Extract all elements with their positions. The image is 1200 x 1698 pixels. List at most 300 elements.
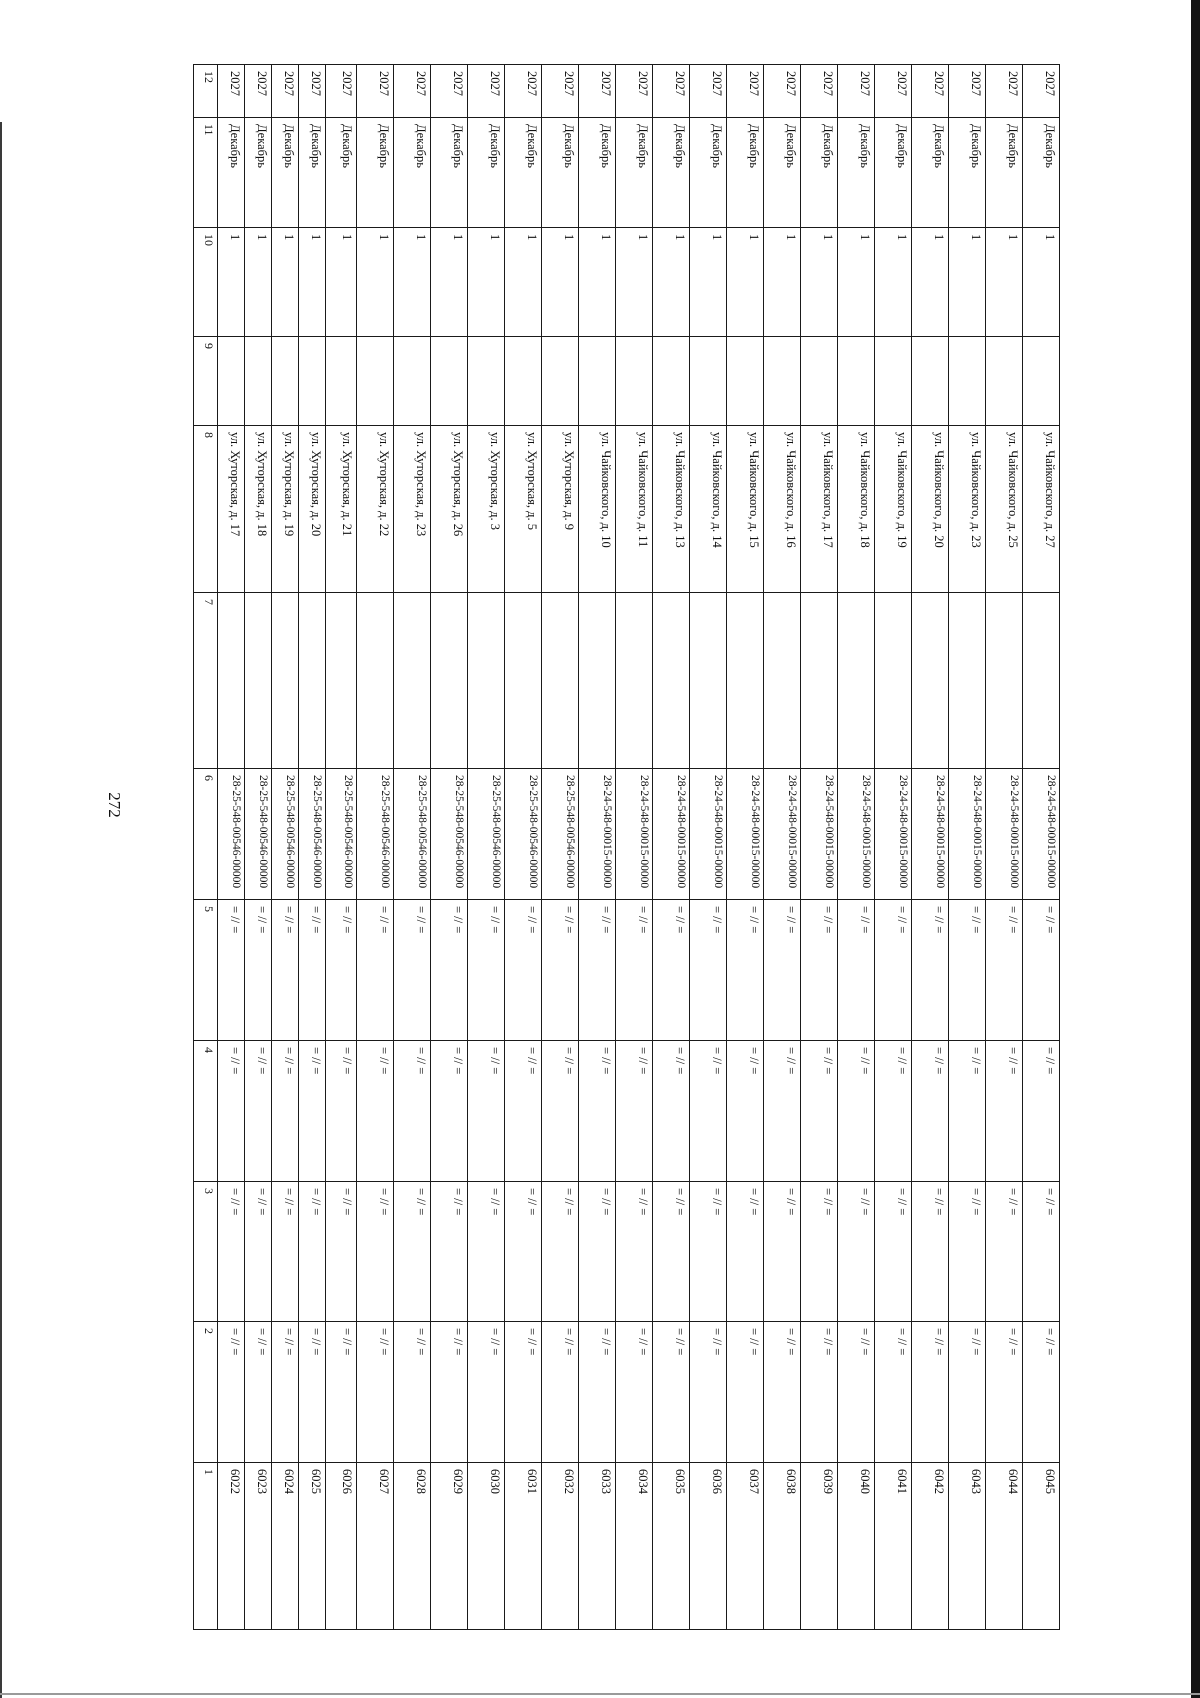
cell-n: 6039: [821, 1469, 835, 1495]
table-cell: [801, 1181, 838, 1322]
table-cell: [727, 593, 764, 769]
table-cell: [468, 593, 505, 769]
cell-c7: [690, 593, 726, 768]
cell-c2: = // =: [377, 1328, 391, 1356]
column-number-label: 6: [202, 775, 216, 782]
table-cell: [764, 65, 801, 118]
table-cell: [468, 899, 505, 1040]
table-cell: [245, 118, 272, 228]
cell-c2: = // =: [228, 1328, 242, 1356]
table-cell: [299, 1040, 326, 1181]
cell-c2: = // =: [309, 1328, 323, 1356]
cell-c2: = // =: [710, 1328, 724, 1356]
table-cell: [986, 1322, 1023, 1463]
table-cell: [801, 228, 838, 337]
cell-c3: = // =: [1043, 1187, 1057, 1215]
table-cell: [542, 337, 579, 425]
table-cell: [838, 118, 875, 228]
cell-year: 2027: [821, 71, 835, 96]
table-cell: [326, 899, 357, 1040]
table-cell: [357, 1040, 394, 1181]
table-row-col2: [194, 1322, 1200, 1463]
cell-c10: 1: [895, 234, 909, 241]
table-cell: [912, 118, 949, 228]
column-number-cell: [194, 1322, 218, 1463]
table-cell: [875, 769, 912, 900]
table-cell: [727, 1463, 764, 1630]
table-cell: [431, 593, 468, 769]
table-cell: [468, 337, 505, 425]
table-cell: [690, 593, 727, 769]
table-cell: [875, 337, 912, 425]
table-cell: [912, 337, 949, 425]
table-cell: [764, 1322, 801, 1463]
cell-c10: 1: [747, 234, 761, 241]
table-cell: [875, 65, 912, 118]
table-cell: [505, 118, 542, 228]
cell-address: ул. Хуторская, д. 9: [562, 431, 576, 530]
table-cell: [764, 593, 801, 769]
column-number-cell: [194, 899, 218, 1040]
cell-c9: [505, 337, 541, 424]
table-cell: [690, 65, 727, 118]
table-cell: [986, 337, 1023, 425]
table-cell: [299, 65, 326, 118]
cell-c10: 1: [228, 234, 242, 241]
table-cell: [245, 228, 272, 337]
cell-address: ул. Хуторская, д. 18: [255, 431, 269, 537]
table-cell: [579, 228, 616, 337]
table-cell: [326, 425, 357, 593]
cell-address: ул. Хуторская, д. 21: [340, 431, 354, 537]
table-cell: [272, 1040, 299, 1181]
table-cell: [272, 769, 299, 900]
table-cell: [394, 769, 431, 900]
cell-c4: = // =: [1006, 1046, 1020, 1075]
cell-code: 28-24-548-00015-00000: [749, 775, 761, 889]
table-cell: [875, 1181, 912, 1322]
table-cell: [272, 899, 299, 1040]
table-cell: [394, 425, 431, 593]
table-cell: [653, 769, 690, 900]
cell-c3: = // =: [821, 1187, 835, 1215]
scan-line-bottom: [0, 1693, 1200, 1695]
table-cell: [764, 899, 801, 1040]
table-cell: [875, 118, 912, 228]
table-cell: [245, 1181, 272, 1322]
table-row-col5: [194, 899, 1200, 1040]
cell-month: Декабрь: [1006, 124, 1020, 169]
table-cell: [690, 1322, 727, 1463]
cell-c7: [653, 593, 689, 768]
table-cell: [986, 65, 1023, 118]
table-cell: [616, 1040, 653, 1181]
table-cell: [245, 1463, 272, 1630]
table-cell: [838, 228, 875, 337]
cell-c2: = // =: [255, 1328, 269, 1356]
cell-n: 6031: [525, 1469, 539, 1495]
cell-year: 2027: [969, 71, 983, 96]
table-cell: [579, 899, 616, 1040]
cell-c5: = // =: [414, 905, 428, 934]
cell-c7: [357, 593, 393, 768]
cell-c5: = // =: [309, 905, 323, 934]
table-cell: [299, 1181, 326, 1322]
table-cell: [653, 65, 690, 118]
table-cell: [542, 1322, 579, 1463]
table-cell: [357, 228, 394, 337]
table-cell: [986, 425, 1023, 593]
table-cell: [764, 425, 801, 593]
cell-year: 2027: [895, 71, 909, 96]
table-cell: [801, 769, 838, 900]
table-cell: [801, 899, 838, 1040]
table-cell: [912, 899, 949, 1040]
cell-code: 28-25-548-00546-00000: [416, 775, 428, 889]
column-number-cell: [194, 1463, 218, 1630]
cell-address: ул. Хуторская, д. 23: [414, 431, 428, 537]
cell-c5: = // =: [784, 905, 798, 934]
table-cell: [875, 899, 912, 1040]
table-cell: [653, 593, 690, 769]
cell-c5: = // =: [710, 905, 724, 934]
cell-c2: = // =: [747, 1328, 761, 1356]
cell-c7: [272, 593, 298, 768]
table-cell: [912, 769, 949, 900]
table-cell: [764, 337, 801, 425]
cell-c7: [579, 593, 615, 768]
column-number-label: 10: [202, 234, 216, 247]
cell-c4: = // =: [710, 1046, 724, 1075]
table-cell: [875, 1322, 912, 1463]
cell-code: 28-25-548-00546-00000: [527, 775, 539, 889]
column-number-cell: [194, 228, 218, 337]
table-cell: [431, 1322, 468, 1463]
table-cell: [505, 769, 542, 900]
table-cell: [326, 769, 357, 900]
cell-year: 2027: [255, 71, 269, 96]
table-row-col7: [194, 593, 1200, 769]
column-number-cell: [194, 593, 218, 769]
cell-c10: 1: [858, 234, 872, 241]
cell-c3: = // =: [895, 1187, 909, 1215]
cell-c7: [912, 593, 948, 768]
table-cell: [468, 1181, 505, 1322]
cell-n: 6032: [562, 1469, 576, 1495]
cell-address: ул. Хуторская, д. 3: [488, 431, 502, 530]
cell-year: 2027: [784, 71, 798, 96]
table-cell: [505, 228, 542, 337]
table-cell: [218, 899, 245, 1040]
cell-c9: [912, 337, 948, 424]
cell-c4: = // =: [525, 1046, 539, 1075]
table-cell: [218, 228, 245, 337]
cell-year: 2027: [1006, 71, 1020, 96]
cell-c7: [431, 593, 467, 768]
table-cell: [801, 65, 838, 118]
table-cell: [727, 769, 764, 900]
cell-n: 6043: [969, 1469, 983, 1495]
table-cell: [218, 65, 245, 118]
cell-c7: [838, 593, 874, 768]
table-cell: [431, 118, 468, 228]
cell-c5: = // =: [562, 905, 576, 934]
table-cell: [245, 1322, 272, 1463]
cell-c9: [986, 337, 1022, 424]
column-number-cell: [194, 769, 218, 900]
cell-c4: = // =: [1043, 1046, 1057, 1075]
cell-c2: = // =: [636, 1328, 650, 1356]
table-cell: [690, 425, 727, 593]
cell-address: ул. Хуторская, д. 22: [377, 431, 391, 537]
cell-c3: = // =: [488, 1187, 502, 1215]
cell-address: ул. Чайковского, д. 23: [969, 431, 983, 548]
table-cell: [505, 1181, 542, 1322]
table-cell: [299, 337, 326, 425]
cell-year: 2027: [228, 71, 242, 96]
cell-c10: 1: [1043, 234, 1057, 241]
table-cell: [218, 118, 245, 228]
cell-c3: = // =: [562, 1187, 576, 1215]
table-row-address: [194, 425, 1200, 593]
cell-c9: [764, 337, 800, 424]
table-cell: [949, 1463, 986, 1630]
table-cell: [949, 899, 986, 1040]
cell-n: 6028: [414, 1469, 428, 1495]
cell-c9: [357, 337, 393, 424]
cell-c2: = // =: [784, 1328, 798, 1356]
cell-c10: 1: [821, 234, 835, 241]
table-cell: [1023, 1040, 1060, 1181]
table-cell: [949, 593, 986, 769]
cell-c3: = // =: [255, 1187, 269, 1215]
table-cell: [542, 899, 579, 1040]
table-cell: [272, 1322, 299, 1463]
table-cell: [838, 1322, 875, 1463]
cell-n: 6038: [784, 1469, 798, 1495]
table-cell: [272, 337, 299, 425]
cell-c2: = // =: [858, 1328, 872, 1356]
cell-c9: [245, 337, 271, 424]
cell-c5: = // =: [451, 905, 465, 934]
table-cell: [357, 1322, 394, 1463]
cell-n: 6037: [747, 1469, 761, 1495]
cell-year: 2027: [488, 71, 502, 96]
cell-month: Декабрь: [282, 124, 296, 169]
cell-code: 28-24-548-00015-00000: [638, 775, 650, 889]
cell-code: 28-24-548-00015-00000: [786, 775, 798, 889]
cell-c7: [218, 593, 244, 768]
cell-code: 28-24-548-00015-00000: [675, 775, 687, 889]
table-cell: [727, 65, 764, 118]
cell-c10: 1: [673, 234, 687, 241]
cell-month: Декабрь: [895, 124, 909, 169]
cell-n: 6025: [309, 1469, 323, 1495]
table-cell: [1023, 1322, 1060, 1463]
table-row-year: [194, 65, 1200, 118]
cell-month: Декабрь: [784, 124, 798, 169]
table-cell: [949, 337, 986, 425]
table-cell: [727, 1181, 764, 1322]
table-cell: [616, 1181, 653, 1322]
cell-c5: = // =: [1043, 905, 1057, 934]
table-cell: [616, 899, 653, 1040]
cell-c10: 1: [636, 234, 650, 241]
table-cell: [468, 228, 505, 337]
cell-address: ул. Хуторская, д. 17: [228, 431, 242, 537]
table-cell: [801, 425, 838, 593]
table-cell: [838, 425, 875, 593]
cell-code: 28-25-548-00546-00000: [311, 775, 323, 889]
table-cell: [579, 425, 616, 593]
cell-month: Декабрь: [710, 124, 724, 169]
table-cell: [431, 228, 468, 337]
table-cell: [912, 65, 949, 118]
table-cell: [357, 899, 394, 1040]
table-cell: [986, 769, 1023, 900]
cell-address: ул. Хуторская, д. 5: [525, 431, 539, 530]
table-cell: [1023, 1181, 1060, 1322]
table-cell: [218, 1322, 245, 1463]
cell-code: 28-24-548-00015-00000: [601, 775, 613, 889]
table-cell: [357, 65, 394, 118]
cell-year: 2027: [340, 71, 354, 96]
cell-c10: 1: [525, 234, 539, 241]
table-cell: [245, 593, 272, 769]
table-cell: [218, 1181, 245, 1322]
cell-year: 2027: [525, 71, 539, 96]
table-cell: [653, 425, 690, 593]
table-cell: [431, 1181, 468, 1322]
cell-c7: [764, 593, 800, 768]
cell-c3: = // =: [932, 1187, 946, 1215]
table-cell: [986, 228, 1023, 337]
cell-c3: = // =: [969, 1187, 983, 1215]
cell-c5: = // =: [821, 905, 835, 934]
cell-month: Декабрь: [488, 124, 502, 169]
cell-c9: [468, 337, 504, 424]
cell-c7: [299, 593, 325, 768]
cell-c4: = // =: [414, 1046, 428, 1075]
table-cell: [1023, 228, 1060, 337]
table-cell: [542, 1040, 579, 1181]
cell-c7: [986, 593, 1022, 768]
table-cell: [299, 769, 326, 900]
cell-c4: = // =: [488, 1046, 502, 1075]
table-cell: [727, 1322, 764, 1463]
table-cell: [838, 593, 875, 769]
cell-code: 28-24-548-00015-00000: [1008, 775, 1020, 889]
cell-c5: = // =: [599, 905, 613, 934]
cell-month: Декабрь: [377, 124, 391, 169]
column-number-label: 3: [202, 1187, 216, 1194]
table-cell: [326, 1463, 357, 1630]
table-cell: [245, 425, 272, 593]
table-cell: [505, 593, 542, 769]
cell-c3: = // =: [228, 1187, 242, 1215]
table-cell: [394, 899, 431, 1040]
cell-c9: [838, 337, 874, 424]
table-cell: [838, 1181, 875, 1322]
table-cell: [326, 1040, 357, 1181]
cell-c7: [949, 593, 985, 768]
table-cell: [357, 1463, 394, 1630]
table-cell: [245, 899, 272, 1040]
table-cell: [357, 1181, 394, 1322]
cell-n: 6029: [451, 1469, 465, 1495]
cell-c7: [616, 593, 652, 768]
cell-n: 6027: [377, 1469, 391, 1495]
column-number-label: 1: [202, 1469, 216, 1476]
table-cell: [764, 228, 801, 337]
table-cell: [299, 593, 326, 769]
cell-c4: = // =: [562, 1046, 576, 1075]
table-cell: [326, 337, 357, 425]
table-cell: [801, 337, 838, 425]
table-cell: [912, 1322, 949, 1463]
table-cell: [1023, 593, 1060, 769]
table-cell: [875, 425, 912, 593]
table-cell: [690, 1040, 727, 1181]
cell-c4: = // =: [858, 1046, 872, 1075]
cell-c2: = // =: [1043, 1328, 1057, 1356]
cell-year: 2027: [673, 71, 687, 96]
table-cell: [801, 1463, 838, 1630]
cell-c5: = // =: [488, 905, 502, 934]
cell-year: 2027: [1043, 71, 1057, 96]
table-row-col9: [194, 337, 1200, 425]
table-cell: [838, 1040, 875, 1181]
table-cell: [764, 1463, 801, 1630]
cell-c3: = // =: [1006, 1187, 1020, 1215]
cell-c7: [875, 593, 911, 768]
cell-year: 2027: [710, 71, 724, 96]
table-cell: [653, 337, 690, 425]
table-cell: [616, 118, 653, 228]
cell-address: ул. Чайковского, д. 25: [1006, 431, 1020, 548]
cell-month: Декабрь: [1043, 124, 1057, 169]
cell-month: Декабрь: [228, 124, 242, 169]
cell-c9: [801, 337, 837, 424]
table-cell: [218, 1463, 245, 1630]
cell-c2: = // =: [414, 1328, 428, 1356]
cell-code: 28-24-548-00015-00000: [971, 775, 983, 889]
cell-code: 28-25-548-00546-00000: [284, 775, 296, 889]
table-cell: [653, 1463, 690, 1630]
cell-c10: 1: [599, 234, 613, 241]
cell-year: 2027: [377, 71, 391, 96]
cell-c2: = // =: [599, 1328, 613, 1356]
cell-c5: = // =: [377, 905, 391, 934]
cell-c2: = // =: [340, 1328, 354, 1356]
cell-year: 2027: [414, 71, 428, 96]
cell-c2: = // =: [673, 1328, 687, 1356]
cell-c7: [727, 593, 763, 768]
cell-address: ул. Чайковского, д. 20: [932, 431, 946, 548]
table-cell: [431, 425, 468, 593]
cell-c4: = // =: [282, 1046, 296, 1075]
cell-c2: = // =: [821, 1328, 835, 1356]
cell-c2: = // =: [1006, 1328, 1020, 1356]
table-cell: [1023, 118, 1060, 228]
table-cell: [357, 769, 394, 900]
table-cell: [326, 1181, 357, 1322]
cell-c3: = // =: [673, 1187, 687, 1215]
cell-c4: = // =: [673, 1046, 687, 1075]
cell-c9: [431, 337, 467, 424]
cell-code: 28-25-548-00546-00000: [564, 775, 576, 889]
column-number-label: 9: [202, 343, 216, 350]
